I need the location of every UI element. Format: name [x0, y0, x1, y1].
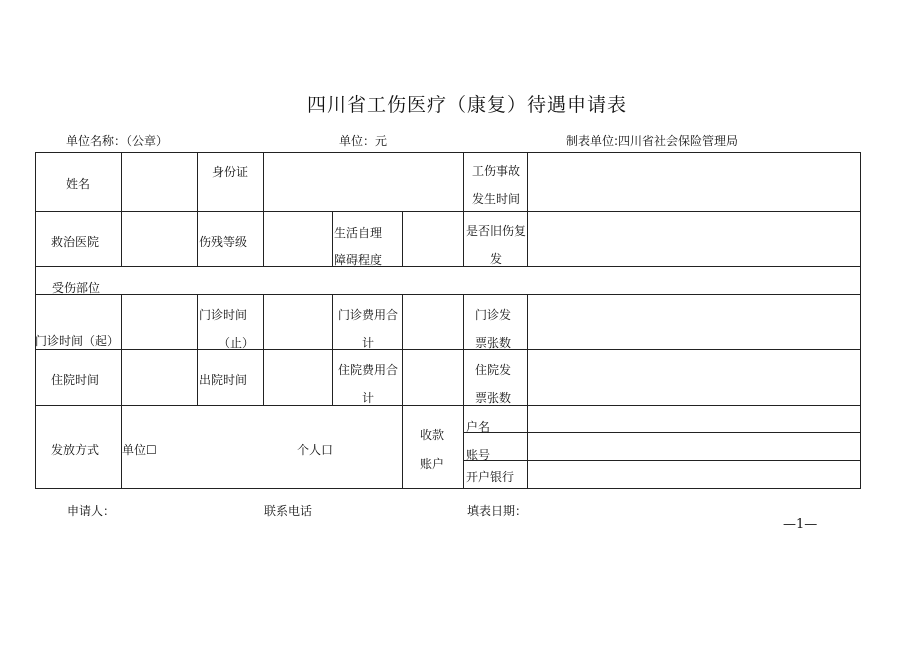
col-divider	[332, 294, 333, 405]
outpatient-end-label-line2: （止）	[218, 336, 255, 350]
col-divider	[263, 152, 264, 266]
unit-name-label: 单位名称：（公章）	[66, 134, 169, 148]
inpatient-fee-label-line1: 住院费用合	[338, 363, 399, 377]
row-divider	[35, 211, 861, 212]
col-divider	[527, 294, 528, 489]
col-divider	[527, 152, 528, 266]
old-injury-label-line2: 发	[490, 252, 503, 266]
outpatient-invoice-label-line1: 门诊发	[475, 308, 512, 322]
payment-method-label: 发放方式	[51, 443, 100, 457]
name-label: 姓名	[66, 177, 91, 191]
row-divider	[35, 405, 861, 406]
outpatient-end-label-line1: 门诊时间	[199, 308, 248, 322]
col-divider	[121, 294, 122, 489]
col-divider	[463, 152, 464, 266]
inpatient-invoice-label-line1: 住院发	[475, 363, 512, 377]
col-divider	[402, 294, 403, 489]
inpatient-fee-label-line2: 计	[362, 391, 375, 405]
row-divider	[463, 432, 861, 433]
unit-option-checkbox[interactable]: 单位☐	[122, 443, 157, 457]
personal-option-checkbox[interactable]: 个人口	[297, 443, 334, 457]
col-divider	[263, 294, 264, 405]
col-divider	[332, 211, 333, 266]
row-divider	[463, 460, 861, 461]
self-care-label-line2: 障碍程度	[334, 253, 383, 267]
hospital-label: 救治医院	[51, 235, 100, 249]
inpatient-invoice-label-line2: 票张数	[475, 391, 512, 405]
col-divider	[463, 294, 464, 489]
accident-time-label-line2: 发生时间	[472, 192, 521, 206]
bank-label: 开户银行	[466, 470, 515, 484]
issuer-label: 制表单位:四川省社会保险管理局	[566, 134, 739, 148]
col-divider	[197, 152, 198, 266]
outpatient-invoice-label-line2: 票张数	[475, 336, 512, 350]
id-card-label: 身份证	[212, 165, 249, 179]
admission-time-label: 住院时间	[51, 373, 100, 387]
self-care-label-line1: 生活自理	[334, 226, 383, 240]
old-injury-label-line1: 是否旧伤复	[466, 224, 527, 238]
col-divider	[197, 294, 198, 405]
phone-label: 联系电话	[264, 504, 313, 518]
account-number-label: 账号	[466, 448, 491, 462]
applicant-label: 申请人：	[67, 504, 116, 518]
outpatient-fee-label-line2: 计	[362, 336, 375, 350]
page-title: 四川省工伤医疗（康复）待遇申请表	[307, 94, 628, 116]
application-table	[35, 152, 861, 489]
col-divider	[402, 211, 403, 266]
row-divider	[35, 266, 861, 267]
receiving-account-label-line2: 账户	[420, 457, 445, 471]
page-number: —1—	[783, 517, 818, 532]
col-divider	[121, 152, 122, 266]
injury-site-label: 受伤部位	[52, 281, 101, 295]
account-name-label: 户名	[466, 420, 491, 434]
receiving-account-label-line1: 收款	[420, 428, 445, 442]
fill-date-label: 填表日期：	[467, 504, 528, 518]
disability-level-label: 伤残等级	[199, 235, 248, 249]
outpatient-start-label: 门诊时间（起）	[35, 334, 120, 348]
row-divider	[35, 349, 861, 350]
accident-time-label-line1: 工伤事故	[472, 164, 521, 178]
discharge-time-label: 出院时间	[199, 373, 248, 387]
row-divider	[35, 294, 861, 295]
currency-unit-label: 单位：元	[339, 134, 388, 148]
outpatient-fee-label-line1: 门诊费用合	[338, 308, 399, 322]
